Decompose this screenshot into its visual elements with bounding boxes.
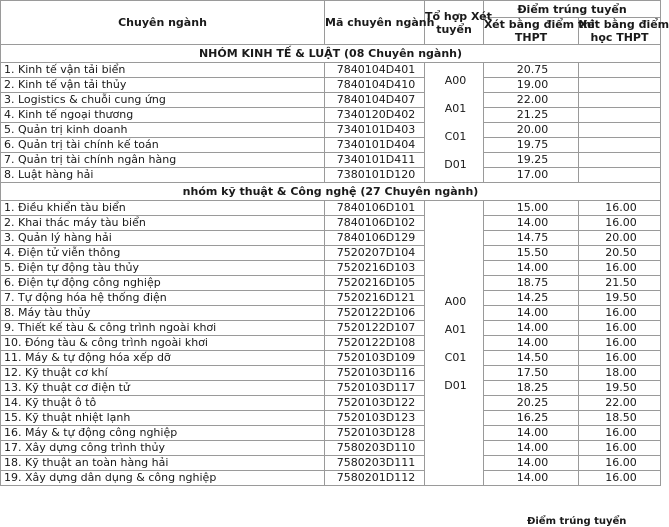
major-code-cell: 7340101D403 — [325, 123, 425, 138]
major-name-cell: 3. Quản lý hàng hải — [1, 231, 325, 246]
score-hb-cell: 16.00 — [579, 321, 661, 336]
table-row — [1, 396, 661, 411]
score-hb-cell: 21.50 — [579, 276, 661, 291]
table-row — [1, 168, 661, 183]
group-title: nhóm kỹ thuật & Công nghệ (27 Chuyên ngành) — [1, 183, 661, 201]
combo-cell — [425, 201, 484, 486]
major-code-cell: 7520103D128 — [325, 426, 425, 441]
major-name-cell: 1. Kinh tế vận tải biển — [1, 63, 325, 78]
major-code-cell: 7840106D101 — [325, 201, 425, 216]
header-major: Chuyên ngành — [1, 1, 325, 45]
score-thpt-cell: 18.25 — [484, 381, 579, 396]
table-row — [1, 441, 661, 456]
header-combo: Tổ hợp Xét tuyển — [425, 1, 484, 45]
major-code-cell: 7340101D411 — [325, 153, 425, 168]
score-hb-cell: 22.00 — [579, 396, 661, 411]
score-hb-cell: 16.00 — [579, 201, 661, 216]
score-hb-cell: 16.00 — [579, 441, 661, 456]
major-name-cell: 12. Kỹ thuật cơ khí — [1, 366, 325, 381]
table-row — [1, 411, 661, 426]
score-thpt-cell: 14.00 — [484, 471, 579, 486]
score-hb-cell: 16.00 — [579, 351, 661, 366]
major-name-cell: 11. Máy & tự động hóa xếp dỡ — [1, 351, 325, 366]
major-name-cell: 14. Kỹ thuật ô tô — [1, 396, 325, 411]
table-row — [1, 381, 661, 396]
table-row — [1, 366, 661, 381]
major-code-cell: 7380101D120 — [325, 168, 425, 183]
table-row — [1, 336, 661, 351]
score-thpt-cell: 14.75 — [484, 231, 579, 246]
score-thpt-cell: 14.00 — [484, 321, 579, 336]
major-name-cell: 6. Điện tự động công nghiệp — [1, 276, 325, 291]
header-code: Mã chuyên ngành — [325, 1, 425, 45]
score-hb-cell: 16.00 — [579, 336, 661, 351]
score-hb-cell — [579, 123, 661, 138]
score-hb-cell: 16.00 — [579, 216, 661, 231]
major-name-cell: 8. Máy tàu thủy — [1, 306, 325, 321]
score-thpt-cell: 14.00 — [484, 456, 579, 471]
score-hb-cell — [579, 78, 661, 93]
header-score-thpt: Xét bằng điểm thi THPT — [484, 18, 595, 44]
score-thpt-cell: 14.00 — [484, 441, 579, 456]
table-row — [1, 216, 661, 231]
combo-code: A01 — [444, 322, 467, 336]
major-code-cell: 7340101D404 — [325, 138, 425, 153]
score-thpt-cell: 14.00 — [484, 261, 579, 276]
table-row — [1, 306, 661, 321]
table-row — [1, 426, 661, 441]
major-name-cell: 10. Đóng tàu & công trình ngoài khơi — [1, 336, 325, 351]
score-thpt-cell: 18.75 — [484, 276, 579, 291]
table-row — [1, 63, 661, 78]
major-code-cell: 7520216D121 — [325, 291, 425, 306]
major-name-cell: 8. Luật hàng hải — [1, 168, 325, 183]
table-row — [1, 108, 661, 123]
score-thpt-cell: 17.50 — [484, 366, 579, 381]
score-hb-cell: 16.00 — [579, 261, 661, 276]
major-name-cell: 2. Khai thác máy tàu biển — [1, 216, 325, 231]
table-row — [1, 78, 661, 93]
major-code-cell: 7520103D109 — [325, 351, 425, 366]
score-hb-cell — [579, 138, 661, 153]
score-hb-cell — [579, 63, 661, 78]
score-hb-cell: 19.50 — [579, 381, 661, 396]
group-header-row — [1, 183, 661, 201]
major-name-cell: 17. Xây dựng công trình thủy — [1, 441, 325, 456]
major-code-cell: 7580201D112 — [325, 471, 425, 486]
table-row — [1, 246, 661, 261]
major-code-cell: 7840106D129 — [325, 231, 425, 246]
major-name-cell: 4. Điện tử viễn thông — [1, 246, 325, 261]
score-hb-cell: 16.00 — [579, 306, 661, 321]
combo-code: D01 — [444, 378, 467, 392]
major-name-cell: 1. Điều khiển tàu biển — [1, 201, 325, 216]
table-row — [1, 471, 661, 486]
major-name-cell: 3. Logistics & chuỗi cung ứng — [1, 93, 325, 108]
score-thpt-cell: 14.00 — [484, 426, 579, 441]
table-row — [1, 261, 661, 276]
major-code-cell: 7840104D407 — [325, 93, 425, 108]
table-row — [1, 276, 661, 291]
score-thpt-cell: 14.00 — [484, 306, 579, 321]
table-row — [1, 153, 661, 168]
major-code-cell: 7840104D401 — [325, 63, 425, 78]
score-hb-cell: 16.00 — [579, 471, 661, 486]
score-thpt-cell: 14.25 — [484, 291, 579, 306]
score-hb-cell — [579, 153, 661, 168]
table-row — [1, 321, 661, 336]
major-code-cell: 7580203D111 — [325, 456, 425, 471]
header-score-group: Điểm trúng tuyển — [484, 1, 661, 18]
major-name-cell: 19. Xây dựng dân dụng & công nghiệp — [1, 471, 325, 486]
combo-code: D01 — [444, 158, 467, 171]
major-name-cell: 6. Quản trị tài chính kế toán — [1, 138, 325, 153]
score-thpt-cell: 16.25 — [484, 411, 579, 426]
major-name-cell: 13. Kỹ thuật cơ điện tử — [1, 381, 325, 396]
major-name-cell: 5. Quản trị kinh doanh — [1, 123, 325, 138]
major-code-cell: 7520122D108 — [325, 336, 425, 351]
table-header — [1, 1, 669, 45]
score-thpt-cell: 21.25 — [484, 108, 579, 123]
major-name-cell: 5. Điện tự động tàu thủy — [1, 261, 325, 276]
major-name-cell: 7. Tự động hóa hệ thống điện — [1, 291, 325, 306]
major-name-cell: 15. Kỹ thuật nhiệt lạnh — [1, 411, 325, 426]
table-row — [1, 201, 661, 216]
major-name-cell: 18. Kỹ thuật an toàn hàng hải — [1, 456, 325, 471]
table-row — [1, 93, 661, 108]
score-hb-cell: 16.00 — [579, 426, 661, 441]
group-header-row — [1, 45, 661, 63]
score-hb-cell — [579, 168, 661, 183]
score-thpt-cell: 20.25 — [484, 396, 579, 411]
major-code-cell: 7580203D110 — [325, 441, 425, 456]
score-thpt-cell: 15.00 — [484, 201, 579, 216]
score-hb-cell: 20.00 — [579, 231, 661, 246]
combo-code: A00 — [444, 294, 467, 308]
score-hb-cell: 16.00 — [579, 456, 661, 471]
score-thpt-cell: 14.50 — [484, 351, 579, 366]
score-thpt-cell: 19.00 — [484, 78, 579, 93]
major-code-cell: 7520207D104 — [325, 246, 425, 261]
major-code-cell: 7520216D105 — [325, 276, 425, 291]
major-code-cell: 7340120D402 — [325, 108, 425, 123]
next-header-fragment: Điểm trúng tuyển — [527, 516, 627, 527]
major-code-cell: 7520103D123 — [325, 411, 425, 426]
major-code-cell: 7840104D410 — [325, 78, 425, 93]
table-body — [1, 45, 661, 486]
score-hb-cell: 19.50 — [579, 291, 661, 306]
score-thpt-cell: 22.00 — [484, 93, 579, 108]
major-name-cell: 7. Quản trị tài chính ngân hàng — [1, 153, 325, 168]
major-code-cell: 7520103D117 — [325, 381, 425, 396]
major-code-cell: 7520103D116 — [325, 366, 425, 381]
table-row — [1, 351, 661, 366]
combo-cell — [425, 63, 484, 183]
major-name-cell: 2. Kinh tế vận tải thủy — [1, 78, 325, 93]
major-code-cell: 7520122D107 — [325, 321, 425, 336]
major-name-cell: 4. Kinh tế ngoại thương — [1, 108, 325, 123]
table-row — [1, 231, 661, 246]
score-hb-cell — [579, 108, 661, 123]
score-hb-cell: 18.00 — [579, 366, 661, 381]
major-code-cell: 7520216D103 — [325, 261, 425, 276]
score-thpt-cell: 15.50 — [484, 246, 579, 261]
table-row — [1, 123, 661, 138]
score-thpt-cell: 14.00 — [484, 336, 579, 351]
combo-code: C01 — [444, 130, 467, 143]
score-hb-cell — [579, 93, 661, 108]
major-name-cell: 16. Máy & tự động công nghiệp — [1, 426, 325, 441]
score-thpt-cell: 19.25 — [484, 153, 579, 168]
header-score-hb: Xét bằng điểm học THPT — [579, 18, 669, 44]
combo-code: C01 — [444, 350, 467, 364]
major-code-cell: 7840106D102 — [325, 216, 425, 231]
score-thpt-cell: 17.00 — [484, 168, 579, 183]
score-thpt-cell: 19.75 — [484, 138, 579, 153]
score-thpt-cell: 14.00 — [484, 216, 579, 231]
combo-code: A01 — [444, 102, 467, 115]
score-hb-cell: 18.50 — [579, 411, 661, 426]
score-hb-cell: 20.50 — [579, 246, 661, 261]
score-thpt-cell: 20.00 — [484, 123, 579, 138]
table-row — [1, 138, 661, 153]
score-thpt-cell: 20.75 — [484, 63, 579, 78]
major-code-cell: 7520122D106 — [325, 306, 425, 321]
table-row — [1, 291, 661, 306]
table-row — [1, 456, 661, 471]
major-code-cell: 7520103D122 — [325, 396, 425, 411]
group-title: NHÓM KINH TẾ & LUẬT (08 Chuyên ngành) — [1, 45, 661, 63]
combo-code: A00 — [444, 74, 467, 87]
major-name-cell: 9. Thiết kế tàu & công trình ngoài khơi — [1, 321, 325, 336]
